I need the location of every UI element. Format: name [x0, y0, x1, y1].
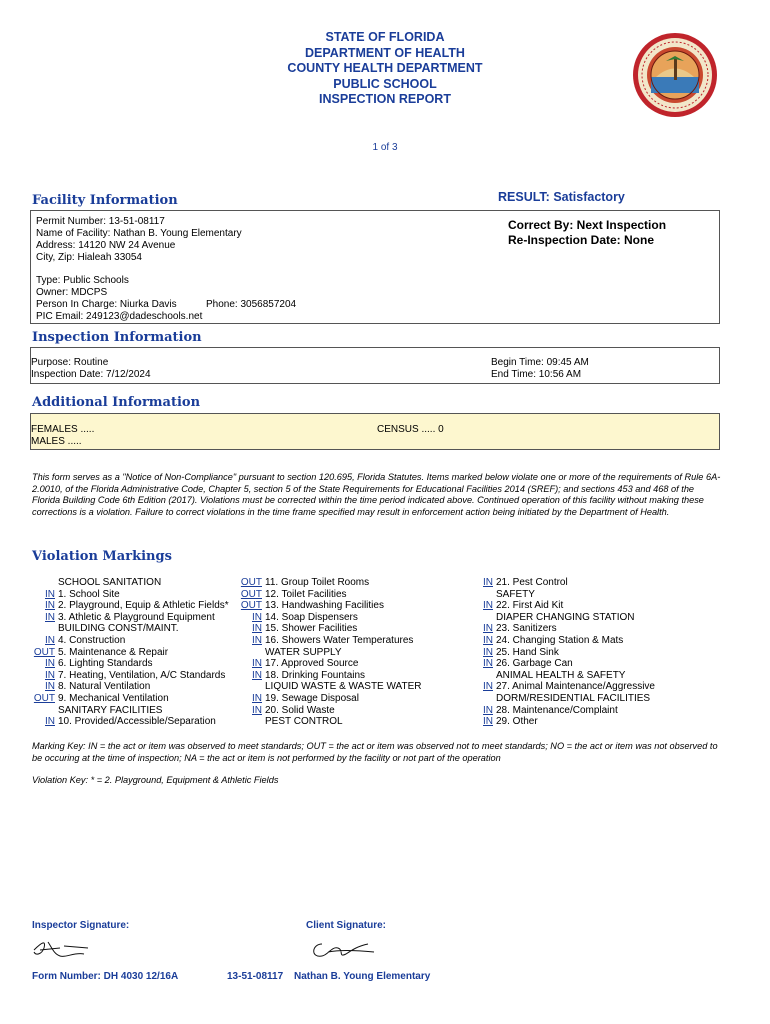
facility-type: Type: Public Schools	[36, 275, 129, 286]
violation-row	[28, 635, 229, 647]
violation-label: 25. Hand Sink	[496, 646, 559, 658]
violation-row	[474, 647, 655, 659]
violation-row	[474, 705, 655, 717]
violation-label: 14. Soap Dispensers	[265, 611, 358, 623]
violations-column-2	[236, 577, 422, 728]
violation-status: OUT	[33, 646, 55, 658]
pic-phone: Phone: 3056857204	[206, 299, 297, 310]
violation-status: IN	[483, 681, 493, 693]
violation-label: 13. Handwashing Facilities	[265, 600, 384, 612]
violation-row	[28, 589, 229, 601]
violation-status	[236, 681, 262, 693]
violation-label: 23. Sanitizers	[496, 623, 557, 635]
violation-row	[28, 658, 229, 670]
violation-row	[474, 716, 655, 728]
violation-label: WATER SUPPLY	[265, 646, 342, 658]
violation-row	[236, 589, 422, 601]
violation-row	[236, 600, 422, 612]
violation-status: IN	[483, 704, 493, 716]
inspection-purpose: Purpose: Routine	[31, 357, 109, 368]
violation-row	[28, 600, 229, 612]
violation-row	[236, 658, 422, 670]
violation-row	[28, 716, 229, 728]
violation-status: IN	[252, 704, 262, 716]
violation-status: OUT	[33, 692, 55, 704]
violation-status: IN	[483, 623, 493, 635]
client-signature-icon	[308, 936, 378, 962]
males-count: MALES .....	[31, 436, 82, 447]
inspection-date: Inspection Date: 7/12/2024	[31, 369, 151, 380]
violation-row	[28, 705, 229, 717]
header-line: DEPARTMENT OF HEALTH	[305, 45, 465, 60]
facility-address: Address: 14120 NW 24 Avenue	[36, 240, 176, 251]
violation-status	[236, 716, 262, 728]
violation-label: 29. Other	[496, 716, 538, 728]
violation-status	[236, 647, 262, 659]
violation-row	[236, 670, 422, 682]
footer-permit: 13-51-08117	[227, 971, 284, 982]
violation-status: IN	[45, 681, 55, 693]
header-line: COUNTY HEALTH DEPARTMENT	[287, 61, 483, 75]
census-count: CENSUS ..... 0	[377, 424, 444, 435]
violation-row	[474, 635, 655, 647]
violation-label: 3. Athletic & Playground Equipment	[58, 611, 215, 623]
violation-label: 27. Animal Maintenance/Aggressive	[496, 681, 655, 693]
violation-label: 5. Maintenance & Repair	[58, 646, 169, 658]
violation-key: Violation Key: * = 2. Playground, Equipment & Athletic Fields	[32, 775, 279, 785]
additional-info-box	[30, 413, 720, 450]
correct-by: Correct By: Next Inspection	[508, 218, 667, 232]
violation-status: OUT	[240, 577, 262, 588]
violation-status: IN	[45, 634, 55, 646]
violations-section-title: Violation Markings	[32, 549, 172, 564]
violation-status	[474, 612, 493, 624]
person-in-charge: Person In Charge: Niurka Davis	[36, 299, 177, 310]
violation-status: IN	[45, 658, 55, 670]
violation-row	[236, 647, 422, 659]
violation-label: 26. Garbage Can	[496, 658, 573, 670]
violation-row	[236, 716, 422, 728]
violation-row	[236, 612, 422, 624]
non-compliance-notice	[32, 472, 722, 518]
violation-status	[474, 670, 493, 682]
violation-status	[28, 705, 55, 717]
violation-label: 16. Showers Water Temperatures	[265, 634, 414, 646]
violation-status: IN	[483, 646, 493, 658]
violation-label: 15. Shower Facilities	[265, 623, 358, 635]
result-status: RESULT: Satisfactory	[498, 190, 625, 204]
violation-status	[474, 693, 493, 705]
violations-column-3	[474, 577, 655, 728]
violation-label: 4. Construction	[58, 634, 126, 646]
violation-status	[474, 589, 493, 601]
violation-label: 8. Natural Ventilation	[58, 681, 151, 693]
end-time: End Time: 10:56 AM	[491, 369, 582, 380]
marking-key: Marking Key: IN = the act or item was observed to meet standards; OUT = the act or item was observed not to meet standards; NO = the act or item was not observed to be occuring at the time of inspection; NA = the act or item is not performed by the facility or not part of the operation	[32, 741, 718, 763]
violation-status: IN	[483, 716, 493, 728]
facility-city-zip: City, Zip: Hialeah 33054	[36, 252, 142, 263]
reinspection-date: Re-Inspection Date: None	[508, 233, 655, 247]
additional-section-title: Additional Information	[32, 395, 201, 410]
violation-label: SANITARY FACILITIES	[58, 704, 163, 716]
header-line: PUBLIC SCHOOL	[333, 76, 437, 91]
begin-time: Begin Time: 09:45 AM	[491, 357, 589, 368]
violation-status	[28, 577, 55, 589]
violation-label: 2. Playground, Equip & Athletic Fields*	[58, 600, 229, 612]
notice-text: This form serves as a "Notice of Non-Compliance" pursuant to section 120.695, Florida Statutes. Items marked below violate one or more of the requirements of Rule 6A-2.0010, of the Florida Administrative Code, Chapter 5, section 5 of the State Requirements for Educational Facilities 2014 (SREF); and sections 453 and 468 of the Florida Building Code 6th Edition (2017). Violations must be corrected within the time period indicated above. Continued operation of this facility without making these corrections is a violation. Failure to correct violations in the time frame specified may result in enforcement action being initiated by the Department of Health.	[32, 472, 721, 517]
violation-label: SCHOOL SANITATION	[58, 577, 162, 588]
footer-facility: Nathan B. Young Elementary	[294, 971, 431, 982]
violation-row	[474, 693, 655, 705]
violation-label: ANIMAL HEALTH & SAFETY	[496, 669, 626, 681]
facility-owner: Owner: MDCPS	[36, 287, 108, 298]
violation-label: 18. Drinking Fountains	[265, 669, 366, 681]
facility-info-box	[30, 210, 720, 324]
violation-row	[28, 612, 229, 624]
violation-row	[236, 635, 422, 647]
violation-status: IN	[252, 623, 262, 635]
violation-label: LIQUID WASTE & WASTE WATER	[265, 681, 422, 693]
violation-row	[28, 670, 229, 682]
violation-label: SAFETY	[496, 588, 535, 600]
violation-label: 21. Pest Control	[496, 577, 568, 588]
violation-status: OUT	[240, 588, 262, 600]
violation-status: IN	[252, 611, 262, 623]
violation-row	[236, 705, 422, 717]
violation-label: BUILDING CONST/MAINT.	[58, 623, 179, 635]
inspection-section-title: Inspection Information	[32, 330, 202, 345]
page-number: 1 of 3	[372, 142, 398, 153]
violation-row	[236, 693, 422, 705]
violation-row	[474, 623, 655, 635]
violation-status: IN	[483, 577, 493, 588]
violation-row	[474, 670, 655, 682]
violation-label: 6. Lighting Standards	[58, 658, 153, 670]
violation-label: 7. Heating, Ventilation, A/C Standards	[58, 669, 226, 681]
violation-row	[474, 658, 655, 670]
violation-status: IN	[252, 692, 262, 704]
violation-status: IN	[252, 634, 262, 646]
state-seal-icon	[632, 32, 718, 118]
violation-row	[236, 623, 422, 635]
violation-row	[28, 577, 229, 589]
violation-row	[236, 577, 422, 589]
violation-label: PEST CONTROL	[265, 716, 343, 728]
violation-label: 10. Provided/Accessible/Separation	[58, 716, 216, 728]
violation-row	[28, 693, 229, 705]
violation-status: IN	[45, 669, 55, 681]
form-number: Form Number: DH 4030 12/16A	[32, 971, 179, 982]
violation-row	[28, 647, 229, 659]
violation-label: 17. Approved Source	[265, 658, 359, 670]
violation-label: 9. Mechanical Ventilation	[58, 692, 169, 704]
violation-status: IN	[252, 669, 262, 681]
violation-status: IN	[45, 600, 55, 612]
violation-status: IN	[252, 658, 262, 670]
header-line: STATE OF FLORIDA	[325, 30, 445, 44]
inspection-info-box	[30, 347, 720, 384]
violation-label: 28. Maintenance/Complaint	[496, 704, 618, 716]
inspector-signature-label: Inspector Signature:	[32, 920, 130, 931]
violation-status: OUT	[240, 600, 262, 612]
violation-label: 20. Solid Waste	[265, 704, 335, 716]
violation-row	[474, 600, 655, 612]
permit-number: Permit Number: 13-51-08117	[36, 216, 165, 227]
pic-email: PIC Email: 249123@dadeschools.net	[36, 311, 203, 322]
violation-row	[28, 681, 229, 693]
violation-row	[474, 577, 655, 589]
inspector-signature-icon	[30, 936, 90, 962]
violation-status: IN	[483, 600, 493, 612]
violation-row	[236, 681, 422, 693]
violation-status: IN	[45, 716, 55, 728]
violation-label: 24. Changing Station & Mats	[496, 634, 624, 646]
violation-row	[28, 623, 229, 635]
violation-row	[474, 612, 655, 624]
client-signature-label: Client Signature:	[306, 920, 387, 931]
facility-section-title: Facility Information	[32, 193, 178, 208]
violation-label: DORM/RESIDENTIAL FACILITIES	[496, 692, 651, 704]
violation-status: IN	[45, 588, 55, 600]
violation-row	[474, 589, 655, 601]
violation-status: IN	[483, 634, 493, 646]
violations-column-1	[28, 577, 229, 728]
facility-name: Name of Facility: Nathan B. Young Elementary	[36, 228, 242, 239]
violation-status: IN	[483, 658, 493, 670]
violation-label: 22. First Aid Kit	[496, 600, 564, 612]
violation-label: 12. Toilet Facilities	[265, 588, 347, 600]
violation-label: 1. School Site	[58, 588, 120, 600]
header-line: INSPECTION REPORT	[319, 92, 451, 106]
violation-row	[474, 681, 655, 693]
violation-label: DIAPER CHANGING STATION	[496, 611, 635, 623]
violation-label: 19. Sewage Disposal	[265, 692, 359, 704]
violation-status: IN	[45, 611, 55, 623]
females-count: FEMALES .....	[31, 424, 95, 435]
violation-status	[28, 623, 55, 635]
violation-label: 11. Group Toilet Rooms	[265, 577, 370, 588]
